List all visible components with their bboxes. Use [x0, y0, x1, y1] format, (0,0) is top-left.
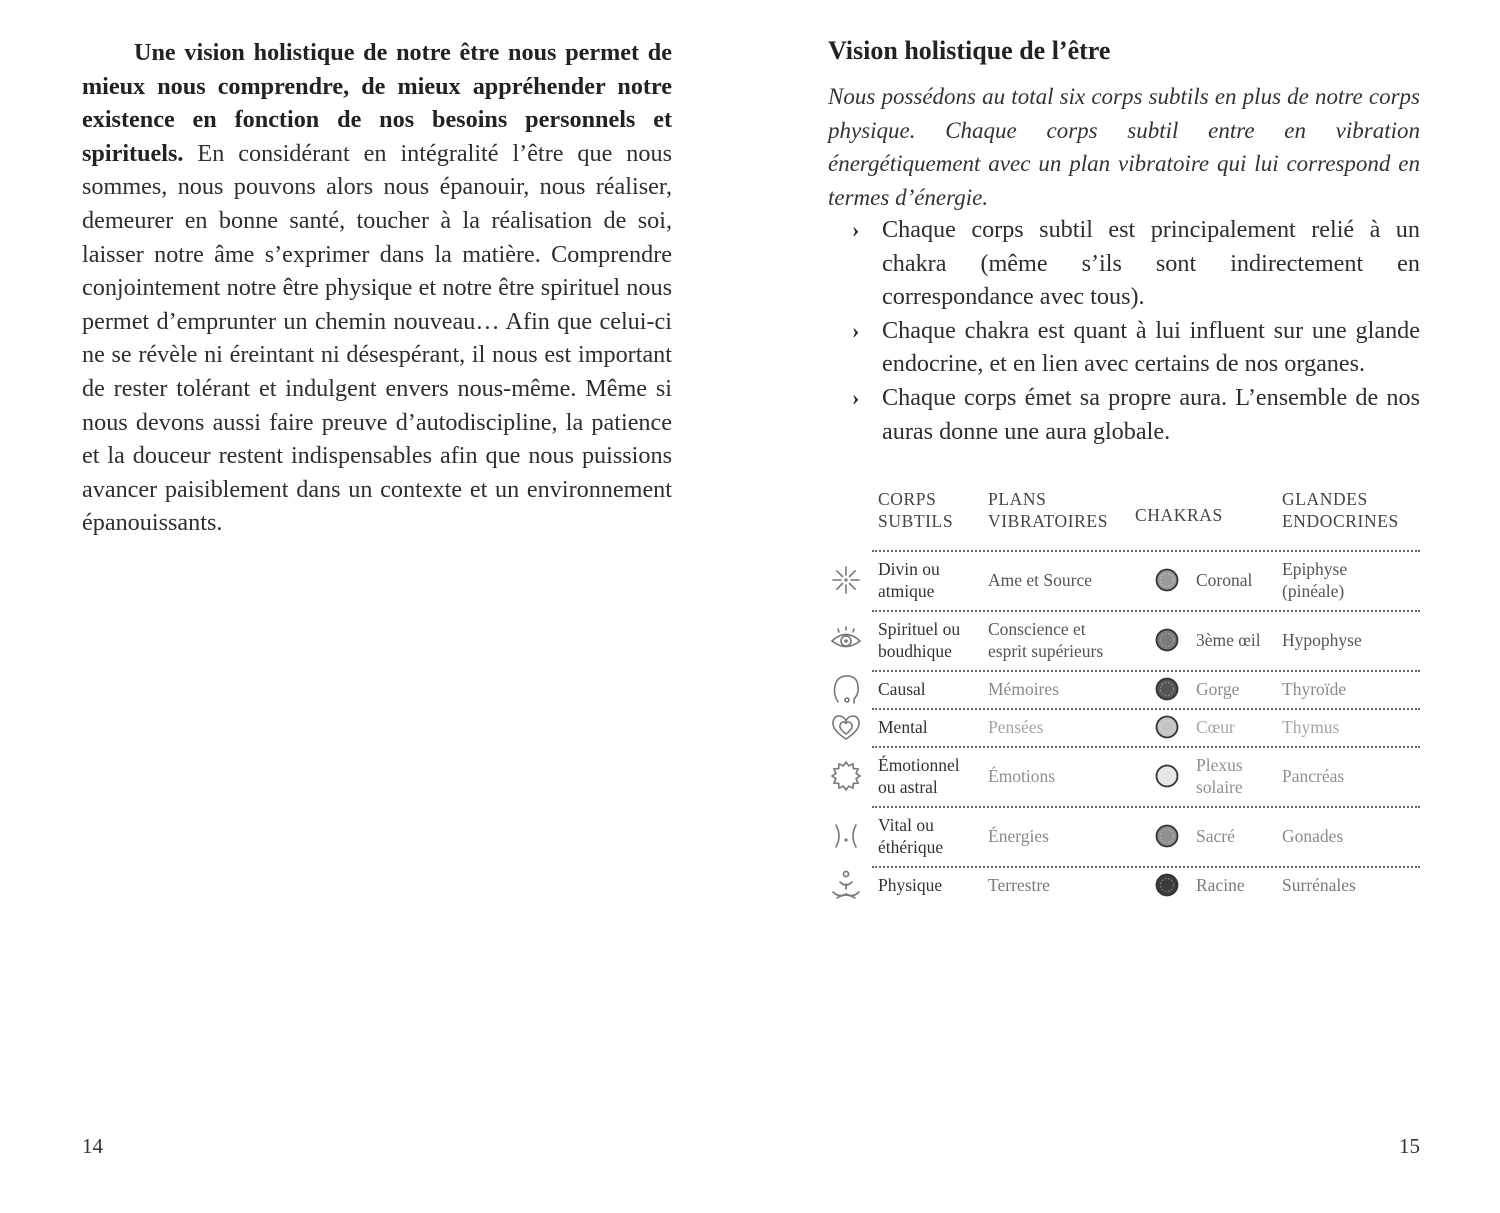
- cell-text: Vital ou: [878, 815, 934, 835]
- chakra-dot-icon: [1155, 806, 1179, 866]
- header-glandes-endocrines: [1282, 488, 1399, 546]
- glande-cell: [1282, 746, 1420, 806]
- bullet-text: Chaque corps émet sa propre aura. L’ensemble de nos auras donne une aura globale.: [882, 383, 1420, 445]
- vital-energy-icon: [828, 806, 864, 866]
- glande-cell: [1282, 610, 1420, 670]
- header-line: CORPS: [878, 489, 937, 509]
- chakra-dot-icon: [1155, 746, 1179, 806]
- corps-subtil-cell: [878, 746, 978, 806]
- cell-text: Surrénales: [1282, 875, 1356, 895]
- cell-text: Émotions: [988, 766, 1056, 786]
- cell-text: solaire: [1196, 777, 1243, 797]
- corps-subtil-cell: [878, 670, 978, 708]
- bullet-text: Chaque corps subtil est principalement relié à un chakra (même s’ils sont indirectement en correspondance avec tous).: [882, 216, 1420, 311]
- chakra-name-cell: [1196, 746, 1276, 806]
- corps-subtil-cell: [878, 550, 978, 610]
- bullet-item: [852, 381, 1420, 448]
- corps-subtil-cell: [878, 806, 978, 866]
- header-line: SUBTILS: [878, 511, 954, 531]
- cell-text: Spirituel ou: [878, 619, 961, 639]
- chevron-right-icon: ›: [852, 384, 860, 410]
- bullet-text: Chaque chakra est quant à lui influent sur une glande endocrine, et en lien avec certains de nos organes.: [882, 316, 1420, 378]
- cell-text: Énergies: [988, 826, 1049, 846]
- intro-paragraph: Nous possédons au total six corps subtils en plus de notre corps physique. Chaque corps subtil entre en vibration énergétiquement avec un plan vibratoire qui lui correspond en termes d’énergie.: [828, 84, 1420, 210]
- cell-text: Sacré: [1196, 826, 1235, 846]
- table-row: [828, 806, 1420, 866]
- cell-text: Divin ou: [878, 559, 940, 579]
- plan-vibratoire-cell: [988, 550, 1128, 610]
- cell-text: Terrestre: [988, 875, 1050, 895]
- cell-text: boudhique: [878, 641, 952, 661]
- cell-text: Gorge: [1196, 679, 1240, 699]
- table-row: [828, 550, 1420, 610]
- chakra-name-cell: [1196, 550, 1276, 610]
- cell-text: Coronal: [1196, 570, 1253, 590]
- chakra-dot-icon: [1155, 866, 1179, 904]
- body-text: En considérant en intégralité l’être que nous sommes, nous pouvons alors nous épanouir, nous réaliser, demeurer en bonne santé, toucher à la réalisation de soi, laisser notre âme s’exprimer dans la matière. Comprendre conjointement notre être physique et notre être spirituel nous permet d’emprunter un chemin nouveau… Afin que celui-ci ne se révèle ni éreintant ni désespérant, il nous est important de rester tolérant et indulgent envers nous-même. Même si nous devons aussi faire preuve d’autodiscipline, la patience et la douceur restent indispensables afin que nous puissions avancer paisiblement dans un contexte et un environnement épanouissants.: [82, 139, 672, 537]
- table-row: [828, 746, 1420, 806]
- plan-vibratoire-cell: [988, 746, 1128, 806]
- cell-text: Cœur: [1196, 717, 1235, 737]
- head-profile-icon: [828, 670, 864, 708]
- cell-text: éthérique: [878, 837, 944, 857]
- glande-cell: [1282, 866, 1420, 904]
- cell-text: Mémoires: [988, 679, 1059, 699]
- cell-text: Mental: [878, 717, 928, 737]
- cell-text: Émotionnel: [878, 755, 960, 775]
- cell-text: Pancréas: [1282, 766, 1345, 786]
- section-title: Vision holistique de l’être: [828, 36, 1111, 65]
- cell-text: Racine: [1196, 875, 1245, 895]
- header-line: CHAKRAS: [1135, 505, 1223, 525]
- bullet-item: [852, 213, 1420, 314]
- heart-icon: [828, 708, 864, 746]
- left-page: [82, 0, 672, 1213]
- page-number-right: 15: [1399, 1134, 1420, 1158]
- corps-subtil-cell: [878, 866, 978, 904]
- glande-cell: [1282, 708, 1420, 746]
- header-corps-subtils: [878, 488, 953, 546]
- bullet-list: [852, 213, 1420, 448]
- plan-vibratoire-cell: [988, 708, 1128, 746]
- chakra-name-cell: [1196, 806, 1276, 866]
- cell-text: esprit supérieurs: [988, 641, 1104, 661]
- meditation-icon: [828, 866, 864, 904]
- cell-text: Thymus: [1282, 717, 1340, 737]
- cell-text: Gonades: [1282, 826, 1344, 846]
- sun-outline-icon: [828, 746, 864, 806]
- body-paragraph: [82, 36, 672, 540]
- cell-text: Physique: [878, 875, 943, 895]
- table-row: [828, 866, 1420, 904]
- right-page: [828, 0, 1420, 1213]
- eye-icon: [828, 610, 864, 670]
- chakra-name-cell: [1196, 610, 1276, 670]
- cell-text: Pensées: [988, 717, 1044, 737]
- plan-vibratoire-cell: [988, 866, 1128, 904]
- sparkle-icon: [828, 550, 864, 610]
- table-row: [828, 708, 1420, 746]
- cell-text: Plexus: [1196, 755, 1243, 775]
- cell-text: atmique: [878, 581, 935, 601]
- chakra-dot-icon: [1155, 610, 1179, 670]
- chevron-right-icon: ›: [852, 217, 860, 242]
- plan-vibratoire-cell: [988, 670, 1128, 708]
- lead-bold-text: Une vision holistique de notre être nous permet de mieux nous comprendre, de mieux appréhender notre existence en fonction de nos besoins personnels et spirituels.: [82, 39, 672, 167]
- cell-text: Hypophyse: [1282, 630, 1362, 650]
- chakra-dot-icon: [1155, 708, 1179, 746]
- corps-subtil-cell: [878, 610, 978, 670]
- plan-vibratoire-cell: [988, 806, 1128, 866]
- cell-text: Conscience et: [988, 619, 1086, 639]
- header-line: PLANS: [988, 489, 1047, 509]
- cell-text: (pinéale): [1282, 581, 1345, 601]
- glande-cell: [1282, 806, 1420, 866]
- cell-text: Ame et Source: [988, 570, 1092, 590]
- plan-vibratoire-cell: [988, 610, 1128, 670]
- table-row: [828, 670, 1420, 708]
- header-line: GLANDES: [1282, 489, 1368, 509]
- chakra-name-cell: [1196, 670, 1276, 708]
- header-line: VIBRATOIRES: [988, 511, 1109, 531]
- header-line: ENDOCRINES: [1282, 511, 1399, 531]
- cell-text: Causal: [878, 679, 926, 699]
- cell-text: 3ème œil: [1196, 630, 1261, 650]
- header-plans-vibratoires: [988, 488, 1108, 546]
- chevron-right-icon: ›: [852, 317, 860, 343]
- chakra-name-cell: [1196, 866, 1276, 904]
- chakra-name-cell: [1196, 708, 1276, 746]
- cell-text: Epiphyse: [1282, 559, 1348, 579]
- page-number-left: 14: [82, 1134, 103, 1158]
- chakra-dot-icon: [1155, 670, 1179, 708]
- table-row: [828, 610, 1420, 670]
- glande-cell: [1282, 670, 1420, 708]
- bullet-item: [852, 314, 1420, 381]
- glande-cell: [1282, 550, 1420, 610]
- cell-text: ou astral: [878, 777, 938, 797]
- corps-subtil-cell: [878, 708, 978, 746]
- chakra-dot-icon: [1155, 550, 1179, 610]
- cell-text: Thyroïde: [1282, 679, 1347, 699]
